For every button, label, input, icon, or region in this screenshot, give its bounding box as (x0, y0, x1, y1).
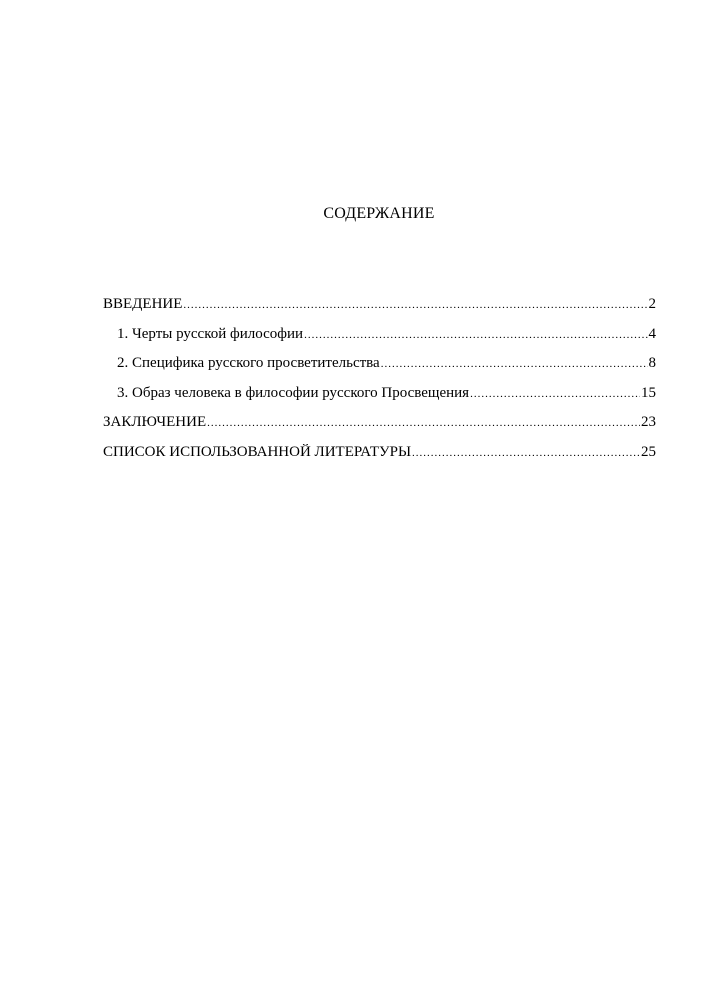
toc-entry (103, 355, 656, 385)
toc-entry-page: 2 (648, 296, 656, 312)
toc-dot-leader (183, 299, 647, 311)
toc-entry-page: 4 (648, 325, 656, 342)
toc-entry-label: 2. Специфика русского просветительства (117, 355, 380, 371)
toc-entry-page: 25 (641, 443, 656, 460)
toc-entry-label: 3. Образ человека в философии русского Просвещения (117, 384, 470, 401)
toc-dot-leader (470, 388, 640, 400)
table-of-contents (103, 296, 656, 473)
toc-dot-leader (304, 329, 647, 341)
toc-entry (103, 326, 656, 356)
toc-entry (103, 296, 656, 326)
page-title: СОДЕРЖАНИЕ (323, 205, 435, 222)
toc-entry-page: 15 (641, 384, 656, 401)
toc-dot-leader (207, 417, 640, 429)
toc-entry-label: ВВЕДЕНИЕ (103, 296, 183, 312)
toc-entry (103, 414, 656, 444)
toc-entry-label: СПИСОК ИСПОЛЬЗОВАННОЙ ЛИТЕРАТУРЫ (103, 443, 412, 460)
toc-entry (103, 385, 656, 415)
toc-dot-leader (412, 447, 640, 459)
toc-entry-label: ЗАКЛЮЧЕНИЕ (103, 414, 207, 430)
toc-entry-page: 8 (648, 355, 656, 371)
toc-dot-leader (381, 358, 648, 370)
toc-entry-label: 1. Черты русской философии (117, 325, 304, 342)
toc-entry (103, 444, 656, 474)
toc-entry-page: 23 (641, 414, 656, 430)
